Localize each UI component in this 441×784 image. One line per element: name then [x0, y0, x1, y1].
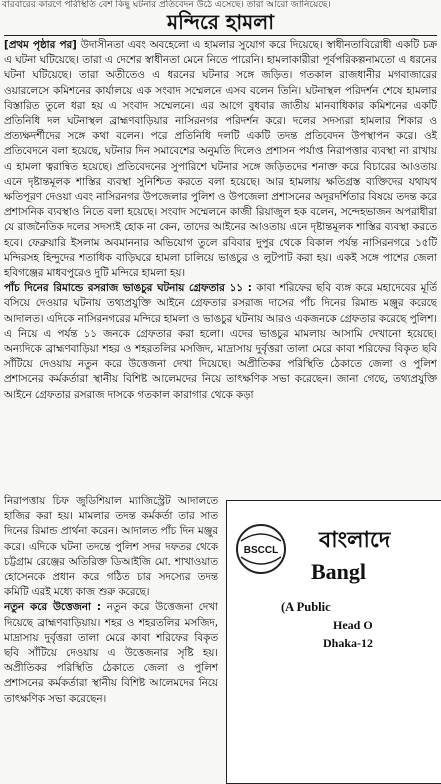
paragraph-1-text: উদাসীনতা এবং অবহেলো এ হামলার সুযোগ করে দিয়েছে। স্বাধীনতাবিরোধী একটি চক্র এ ঘটনা ঘটিয়েছে। তারা এ দেশের স্বাধীনতা মেনে নিতে পারেনি। হামলাকারীরা পূর্বপরিকল্পনামতো এ ধরনের ঘটনা ঘটিয়েছে। তারা অতীতেও এ ধরনের ঘটনার সঙ্গে জড়িত। গতকাল রাজধানীর মগবাজারের ওয়ারলেসে কমিশনের কার্যালয়ে এক সংবাদ সম্মেলনে এসব বলেন তিনি। ঘটনাস্থল পরিদর্শন শেষে হামলার বিস্তারিত তুলে ধরা হয় এ সংবাদ সম্মেলনে। এর আগে বুধবার জাতীয় মানবাধিকার কমিশনের একটি প্রতিনিধি দল ঘটনাস্থল ব্রাহ্মণবাড়িয়ার নাসিরনগর পরিদর্শন করে। দলের সদস্যরা হামলার শিকার ও প্রত্যক্ষদর্শীদের সঙ্গে কথা বলেন। পরে প্রতিনিধি দলটি একটি তদন্ত প্রতিবেদন উপস্থাপন করে। ওই প্রতিবেদনে বলা হয়েছে, ঘটনার দিন সমাবেশের অনুমতি দিলেও প্রশাসন পর্যাপ্ত নিরাপত্তার ব্যবস্থা না রাখায় এ হামলা ত্বরান্বিত হয়েছে। প্রতিবেদনের সুপারিশে ঘটনার সঙ্গে জড়িতদের শনাক্ত করে বিচারের আওতায় এনে দৃষ্টান্তমূলক শাস্তির ব্যবস্থা সুনিশ্চিত করতে বলা হয়েছে। আর হামলায় ক্ষতিগ্রস্ত ব্যক্তিদের যথাযথ ক্ষতিপূরণ দেওয়া এবং নাসিরনগর উপজেলার পুলিশ ও উপজেলা প্রশাসনের অদূরদর্শিতার বিষয়ে তদন্ত করে প্রশাসনিক ব্যবস্থাও নিতে বলা হয়েছে। সংবাদ সম্মেলনে কাজী রিয়াজুল হক বলেন, সন্দেহভাজন অপরাধীরা যে রাজনৈতিক দলের সদস্যই হোক না কেন, তাদের আইনের আওতায় এনে দৃষ্টান্তমূলক শাস্তির ব্যবস্থা করতে হবে। ফেব্রুয়ারি ইসলাম অবমাননার অভিযোগ তুলে রবিবার দুপুর থেকে বিকাল পর্যন্ত নাসিরনগরে ১৫টি মন্দিরসহ হিন্দুদের শতাধিক বাড়িঘরে হামলা চালিয়ে ভাঙচুর ও লুটপাট করা হয়। একই সঙ্গে পাশের জেলা হবিগঞ্জের মাধবপুরেও দুটি মন্দিরে হামলা হয়।	[4, 39, 437, 280]
subheading-new-tension: নতুন করে উত্তেজনা :	[4, 601, 102, 614]
article-body	[4, 38, 437, 494]
clipped-top-line: বারবারের কারণে পরিস্থিতি বেশ কিছু ঘটনার প্রতিবেদন উঠে এসেছে। তারা আরো জানিয়েছে।	[2, 0, 331, 10]
paragraph-2	[4, 281, 437, 403]
subheading-remand: পাঁচ দিনের রিমান্ডে রসরাজ ভাঙচুর ঘটনায় গ্রেফতার ১১ :	[4, 282, 252, 295]
column-paragraph-1: নিরাপত্তায় চিফ জুডিশিয়াল ম্যাজিস্ট্রেট আদালতে হাজির করা হয়। মামলার তদন্ত কর্মকর্তা তার সাত দিনের রিমান্ড প্রার্থনা করেন। আদালত পাঁচ দিন মঞ্জুর করে। এদিকে ঘটনা তদন্তে পুলিশ সদর দফতর থেকে চট্টগ্রাম রেঞ্জের অতিরিক্ত ডিআইজি মো. শাখাওয়াত হোসেনকে প্রধান করে গঠিত চার সদস্যের তদন্ত কমিটি এরই মধ্যে কাজ শুরু করেছে।	[4, 495, 218, 599]
column-paragraph-2-text: নতুন করে উত্তেজনা দেখা দিয়েছে ব্রাহ্মণবাড়িয়ায়। শহর ও শহরতলির মসজিদ, মাদ্রাসায় দুর্বৃত্তরা তালা মেরে কাবা শরিফের বিকৃত ছবি সাঁটিয়ে দেওয়ায় এ উত্তেজনার সৃষ্টি হয়। অপ্রীতিকর পরিস্থিতি ঠেকাতে জেলা ও পুলিশ প্রশাসনের কর্মকর্তারা স্থানীয় বিশিষ্ট আলেমদের নিয়ে তাৎক্ষণিক সভা করেছেন।	[4, 601, 218, 705]
bsccl-logo-icon	[235, 523, 287, 575]
ad-subtitle: (A Public	[281, 600, 331, 614]
article-column	[4, 494, 218, 777]
ad-head-office: Head O	[333, 618, 373, 632]
advertisement-box	[226, 500, 441, 784]
ad-name-bangla: বাংলাদে	[319, 527, 391, 553]
paragraph-2-text: কাবা শরিফের ছবি ব্যঙ্গ করে মহাদেবের মূর্তি বসিয়ে দেওয়ার ঘটনায় তথ্যপ্রযুক্তি আইনে গ্রেফতার রসরাজ দাসের পাঁচ দিনের রিমান্ড মঞ্জুর করেছে আদালত। এদিকে নাসিরনগরের মন্দিরে হামলা ও ভাঙচুর ঘটনায় আরও একজনকে গ্রেফতার করেছে পুলিশ। এ নিয়ে এ পর্যন্ত ১১ জনকে গ্রেফতার করা হলো। এদের ভাঙচুর মামলায় আসামি দেখানো হয়েছে। অন্যদিকে ব্রাহ্মণবাড়িয়া শহর ও শহরতলির মসজিদ, মাদ্রাসায় দুর্বৃত্তরা তালা মেরে কাবা শরিফের বিকৃত ছবি সাঁটিয়ে দেওয়ায় নতুন করে উত্তেজনা দেখা দিয়েছে। অপ্রীতিকর পরিস্থিতি ঠেকাতে জেলা ও পুলিশ প্রশাসনের কর্মকর্তারা স্থানীয় বিশিষ্ট আলেমদের নিয়ে তাৎক্ষণিক সভা করেছেন। জানা গেছে, তথ্যপ্রযুক্তি আইনে গ্রেফতার রসরাজ দাসকে গতকাল কারাগার থেকে কড়া	[4, 282, 437, 401]
ad-city: Dhaka-12	[323, 636, 374, 650]
svg-text:BSCCL: BSCCL	[243, 545, 279, 556]
paragraph-1	[4, 38, 437, 281]
column-paragraph-2	[4, 600, 218, 706]
lead-label: [প্রথম পৃষ্ঠার পর]	[4, 39, 77, 51]
headline-rule	[4, 35, 437, 36]
ad-name-english: Bangl	[311, 559, 367, 584]
article-headline: মন্দিরে হামলা	[167, 10, 274, 34]
